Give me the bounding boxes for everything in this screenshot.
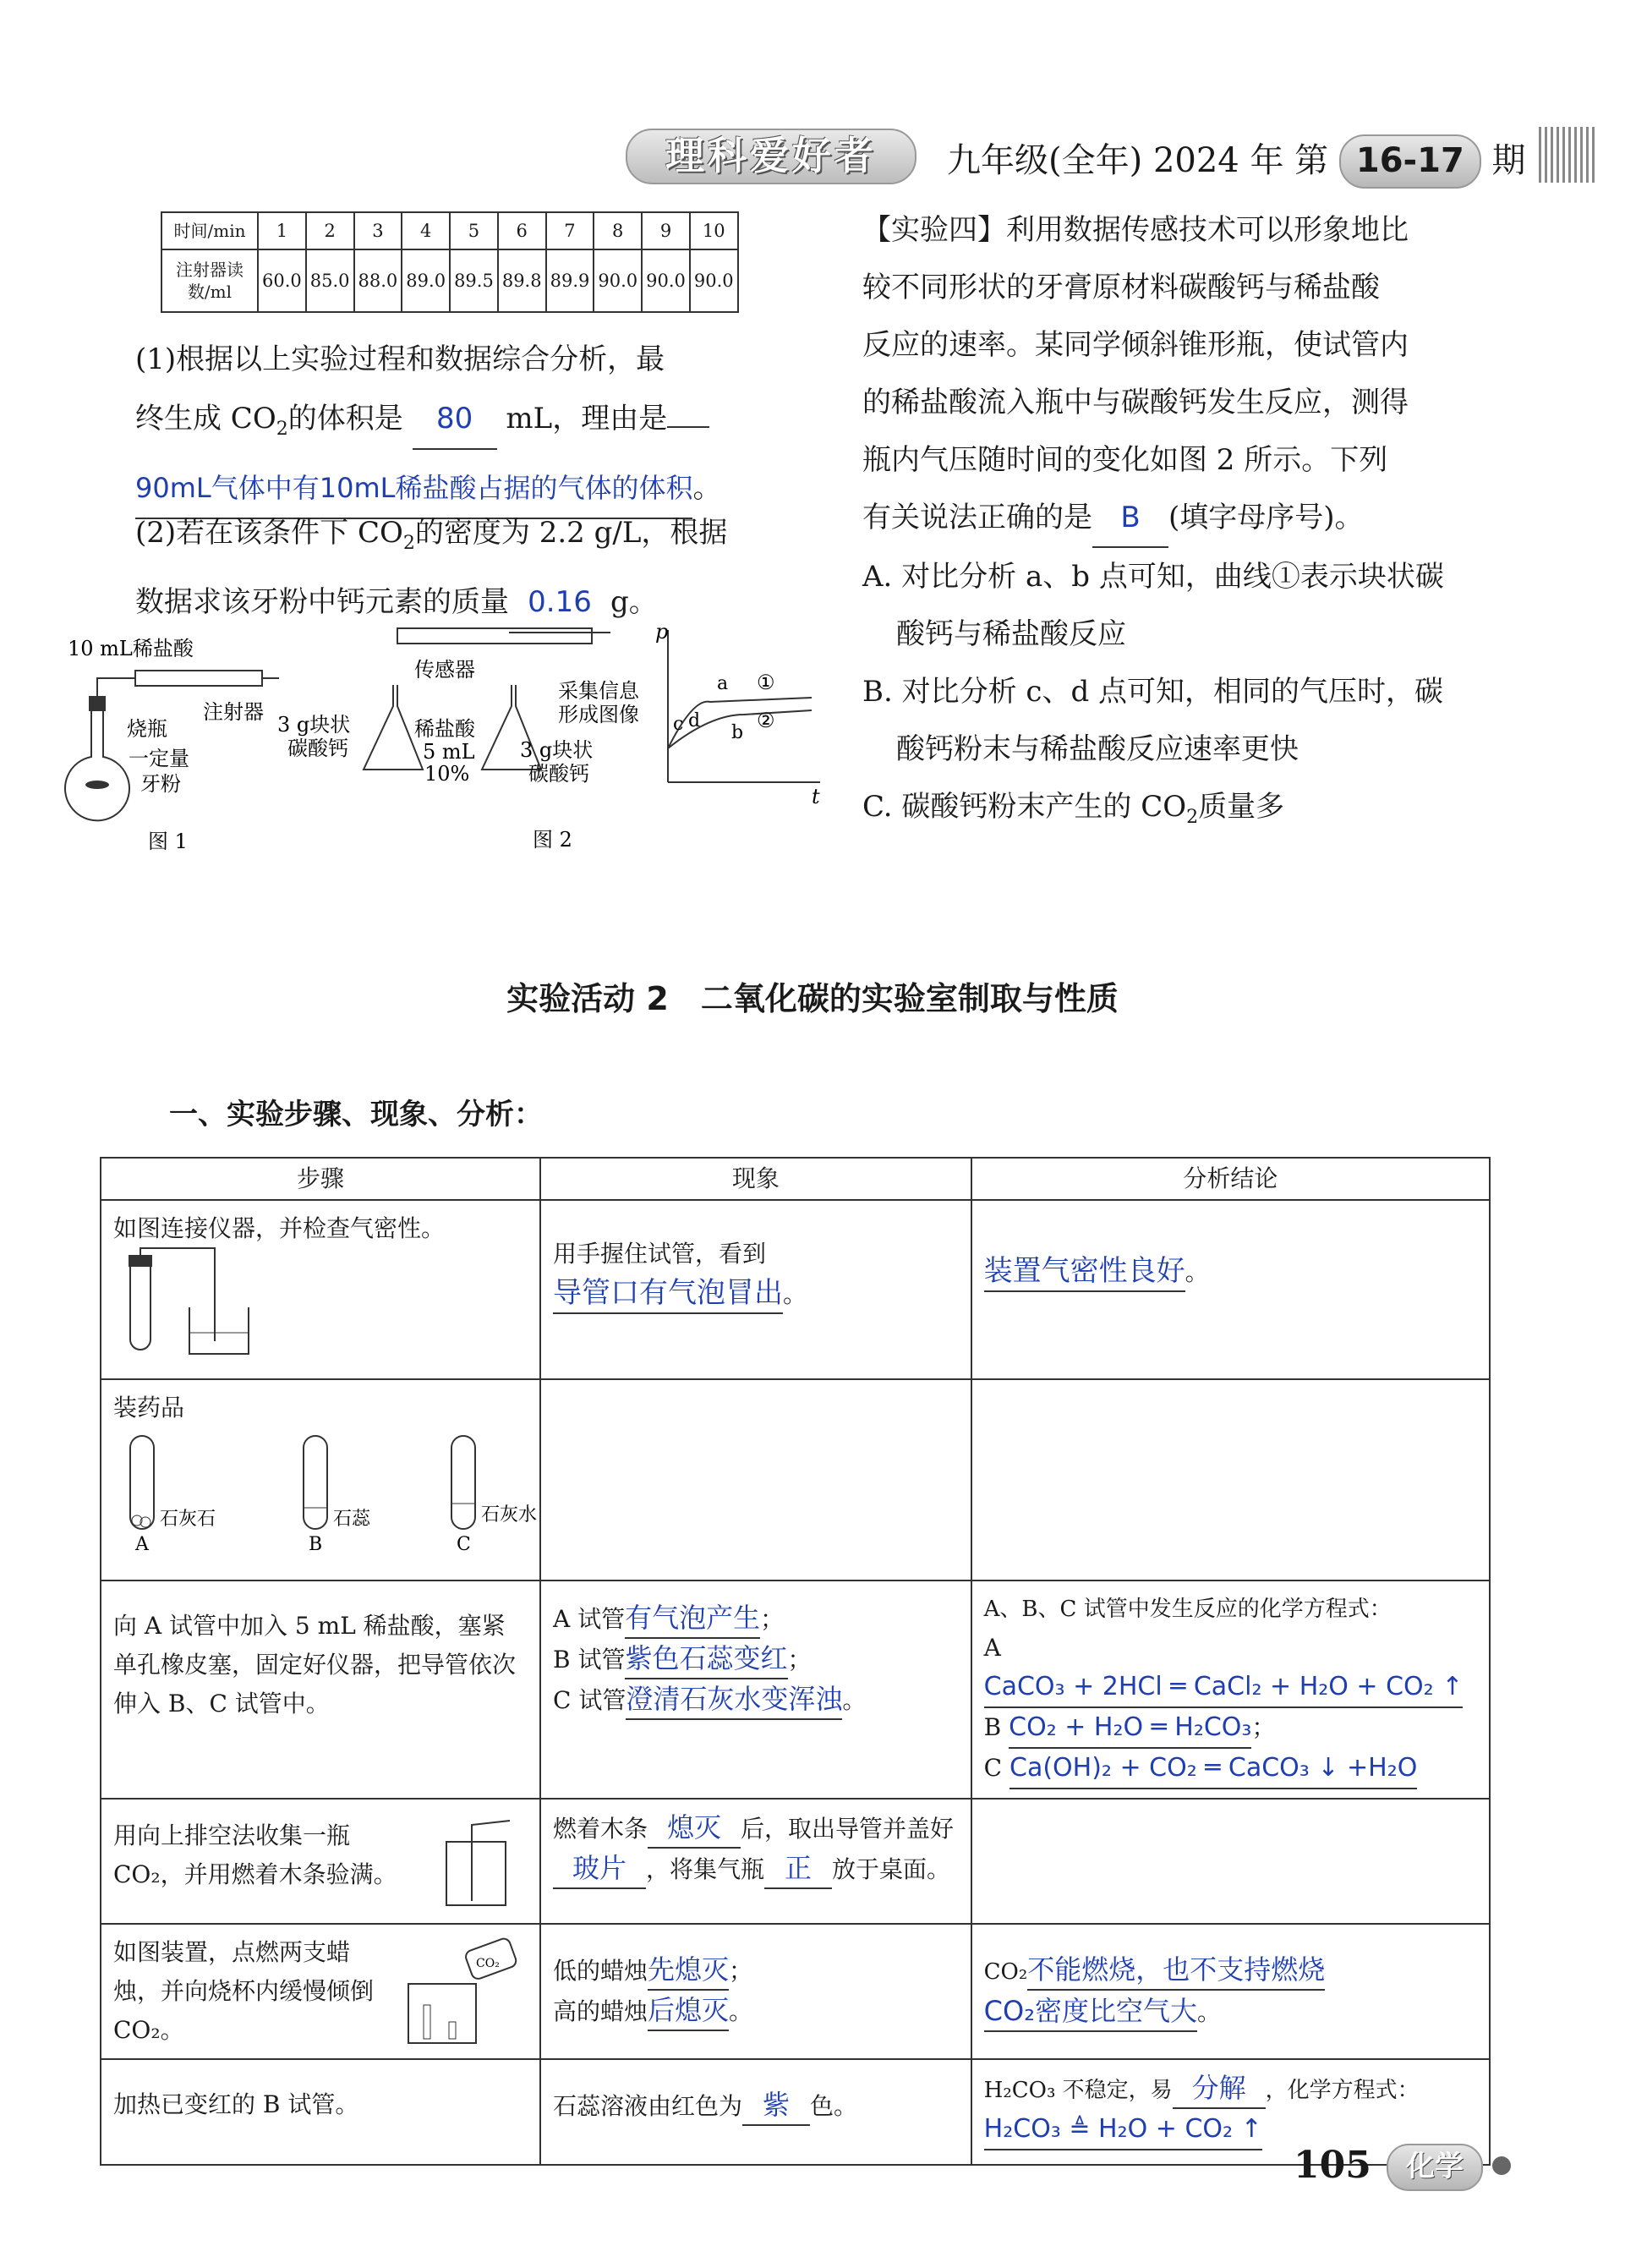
time-cell: 1: [258, 212, 306, 249]
option-a-cont: 酸钙与稀盐酸反应: [896, 617, 1126, 651]
conclusion-cell: [971, 1924, 1490, 2059]
time-row: [161, 212, 738, 249]
time-cell: 2: [306, 212, 354, 249]
answer-bubbles: 导管口有气泡冒出: [553, 1274, 783, 1314]
reading-cell: 90.0: [690, 249, 738, 312]
table-row: [101, 1924, 1490, 2059]
q2-text: (2)若在该条件下 CO: [135, 516, 403, 550]
ph-label: B 试管: [553, 1646, 626, 1674]
conc-text: H₂CO₃ 不稳定，易: [983, 2078, 1173, 2103]
answer-c: 澄清石灰水变浑浊: [626, 1679, 842, 1720]
conclusion-cell: [971, 1799, 1490, 1924]
reading-cell: 89.8: [498, 249, 546, 312]
conc-2: CO₂密度比空气大。: [984, 1991, 1477, 2032]
header-stripes: [1539, 127, 1598, 183]
answer-extinguish: 熄灭: [648, 1808, 741, 1849]
option-a: A. 对比分析 a、b 点可知，曲线①表示块状碳: [862, 560, 1444, 594]
fig2-left-solid: 3 g块状: [277, 713, 351, 737]
ph-end: 。: [783, 1280, 807, 1308]
conc-end: 。: [1185, 1258, 1209, 1286]
reading-cell: 89.9: [546, 249, 594, 312]
powder-shape: [85, 781, 109, 789]
conc-pre: CO₂: [983, 1959, 1028, 1985]
equation-a: CaCO₃ + 2HCl ═ CaCl₂ + H₂O + CO₂ ↑: [984, 1668, 1464, 1708]
exp4-line: 的稀盐酸流入瓶中与碳酸钙发生反应，测得: [862, 386, 1409, 419]
qi-label: 期: [1491, 141, 1526, 180]
blank-line: [667, 426, 709, 428]
answer-airtight: 装置气密性良好: [984, 1252, 1185, 1292]
step-text: 装药品: [113, 1394, 185, 1422]
conclusion-cell: [971, 1200, 1490, 1379]
ph-a: A 试管有气泡产生；: [553, 1598, 959, 1639]
q1-end: 。: [692, 470, 722, 505]
ph-label: C 试管: [553, 1686, 626, 1714]
experiment-4: [862, 201, 1505, 846]
answer-high: 后熄灭: [648, 1991, 729, 2031]
time-cell: 6: [498, 212, 546, 249]
exp4-line: 反应的速率。某同学倾斜锥形瓶，使试管内: [862, 328, 1409, 362]
conc-title: A、B、C 试管中发生反应的化学方程式：: [983, 1597, 1392, 1622]
point-c: c: [673, 714, 684, 735]
fig2-acid-vol: 5 mL: [423, 740, 475, 764]
time-cell: 9: [642, 212, 690, 249]
exp4-question: [862, 489, 1505, 548]
table-row: [101, 1799, 1490, 1924]
eq-row: [984, 1749, 1477, 1789]
fig2-left-solid2: 碳酸钙: [287, 737, 348, 760]
option-b: B. 对比分析 c、d 点可知，相同的气压时，碳: [862, 675, 1444, 709]
step-cell: [101, 1799, 540, 1924]
answer-low: 先熄灭: [648, 1950, 729, 1991]
time-cell: 10: [690, 212, 738, 249]
time-label: 时间/min: [161, 212, 258, 249]
figure-1-diagram: [59, 630, 287, 858]
step-text: 如图连接仪器，并检查气密性。: [113, 1214, 446, 1242]
issue-info: [947, 134, 1526, 189]
time-cell: 5: [450, 212, 498, 249]
option-c-text: C. 碳酸钙粉末产生的 CO: [862, 790, 1187, 824]
table-header: [101, 1158, 1490, 1200]
option-c-text: 质量多: [1198, 790, 1285, 824]
eq-letter: B: [983, 1713, 1002, 1741]
q1-line1: (1)根据以上实验过程和数据综合分析，最: [135, 342, 665, 376]
step-text: 向 A 试管中加入 5 mL 稀盐酸，塞紧单孔橡皮塞，固定好仪器，把导管依次伸入 B、C 试管中。: [113, 1612, 517, 1717]
candle-beaker-icon: [400, 1937, 527, 2047]
conc-decompose: [984, 2068, 1477, 2110]
fig2-right-solid2: 碳酸钙: [528, 762, 589, 786]
answer-a: 有气泡产生: [625, 1598, 760, 1639]
fig2-acid: 稀盐酸: [414, 717, 475, 741]
col-phenomenon: 现象: [540, 1158, 971, 1200]
eq-row: [984, 1629, 1477, 1708]
ph-text: 用手握住试管，看到: [553, 1240, 767, 1268]
syringe-data-table: [161, 211, 739, 313]
ph-text: ，将集气瓶: [646, 1855, 765, 1883]
co2-label: CO₂: [476, 1957, 500, 1970]
conc-text: ，化学方程式：: [1265, 2078, 1420, 2103]
airtight-apparatus: [113, 1248, 265, 1358]
ph-text: 燃着木条: [553, 1815, 648, 1843]
q1-text: mL，理由是: [506, 402, 668, 436]
fig2-right-solid: 3 g块状: [520, 738, 594, 762]
issue-number: 16-17: [1339, 134, 1481, 189]
answer-glass: 玻片: [553, 1849, 646, 1889]
fig1-syringe-label: 10 mL稀盐酸: [68, 637, 194, 660]
reading-cell: 89.0: [402, 249, 450, 312]
answer-volume: 80: [413, 389, 497, 450]
fig2-p-label: p: [655, 620, 669, 644]
fig1-powder-label: 牙粉: [140, 772, 181, 796]
tube-a-letter: A: [135, 1534, 149, 1555]
reading-cell: 90.0: [594, 249, 642, 312]
subject-badge: 化学: [1387, 2144, 1483, 2191]
ph-b: B 试管紫色石蕊变红；: [553, 1639, 959, 1679]
tube-b-label: 石蕊: [333, 1509, 371, 1530]
option-c: C. 碳酸钙粉末产生的 $CO_2$质量多: [862, 790, 1285, 828]
reading-label: 注射器读数/ml: [161, 249, 258, 312]
reading-cell: 60.0: [258, 249, 306, 312]
fig2-acid-pct: 10%: [424, 762, 470, 786]
step-text: 加热已变红的 B 试管。: [113, 2090, 359, 2118]
time-cell: 4: [402, 212, 450, 249]
conclusion-cell: [971, 1580, 1490, 1799]
conclusion-cell: [971, 1379, 1490, 1580]
q2-text: 数据求该牙粉中钙元素的质量: [135, 584, 509, 619]
fig1-amount-label: 一定量: [129, 747, 189, 770]
magazine-logo: 理科爱好者: [626, 129, 916, 184]
di-label: 第: [1294, 141, 1329, 180]
reading-cell: 85.0: [306, 249, 354, 312]
activity-title: 实验活动 2 二氧化碳的实验室制取与性质: [506, 980, 1119, 1017]
table-row: [101, 2059, 1490, 2165]
answer-upright: 正: [764, 1849, 832, 1889]
option-b-cont: 酸钙粉末与稀盐酸反应速率更快: [896, 732, 1299, 766]
ph-label: 低的蜡烛: [553, 1957, 648, 1985]
point-b: b: [731, 722, 744, 743]
phenomenon-cell: [540, 1924, 971, 2059]
q2-line1: (2)若在该条件下 $CO_2$的密度为 2.2 g/L，根据: [135, 516, 728, 554]
question-1: [135, 330, 778, 519]
step-cell: [101, 1200, 540, 1379]
answer-reason: 90mL气体中有10mL稀盐酸占据的气体的体积: [135, 458, 692, 519]
step-text: 如图装置，点燃两支蜡烛，并向烧杯内缓慢倾倒 CO₂。: [113, 1938, 375, 2044]
page-header: [626, 118, 1598, 199]
ph-label: 高的蜡烛: [553, 1997, 648, 2025]
fig2-collect1: 采集信息: [558, 679, 639, 703]
reading-cell: 88.0: [354, 249, 402, 312]
stopper: [89, 696, 106, 711]
col-step: 步骤: [101, 1158, 540, 1200]
reading-cell: 89.5: [450, 249, 498, 312]
answer-decompose: 分解: [1173, 2068, 1266, 2109]
q1-text: 终生成 CO: [135, 402, 276, 436]
curve-1-label: ①: [757, 671, 775, 694]
footer-dot: [1492, 2156, 1511, 2175]
answer-b: 紫色石蕊变红: [625, 1639, 787, 1679]
phenomenon-cell: [540, 2059, 971, 2165]
flask-shape: [65, 711, 129, 820]
experiment-table: [100, 1157, 1491, 2166]
syringe-shape: [135, 671, 262, 686]
year: 2024 年: [1152, 141, 1284, 180]
fig2-t-label: t: [812, 785, 820, 808]
col-conclusion: 分析结论: [971, 1158, 1490, 1200]
fig2-collect2: 形成图像: [558, 703, 639, 726]
table-row: [101, 1379, 1490, 1580]
section-heading: 一、实验步骤、现象、分析：: [169, 1098, 543, 1131]
exp4-line: 【实验四】利用数据传感技术可以形象地比: [862, 213, 1409, 247]
exp4-text: 有关说法正确的是: [862, 501, 1092, 534]
ph-c: C 试管澄清石灰水变浑浊。: [553, 1679, 959, 1720]
answer-choice: B: [1092, 489, 1168, 548]
ph-text: 后，取出导管并盖好: [741, 1815, 955, 1843]
eq-letter: A: [983, 1634, 1001, 1662]
answer-not-burn: 不能燃烧，也不支持燃烧: [1027, 1950, 1325, 1991]
eq-letter: C: [983, 1754, 1003, 1782]
ph-text: 色。: [810, 2092, 858, 2120]
point-a: a: [717, 673, 729, 694]
reading-row: [161, 249, 738, 312]
ph-text: 放于桌面。: [832, 1855, 951, 1883]
grade: 九年级(全年): [947, 141, 1143, 180]
step-text: 用向上排空法收集一瓶 CO₂，并用燃着木条验满。: [113, 1822, 397, 1888]
test-tubes-abc: [113, 1427, 538, 1555]
table-row: [101, 1580, 1490, 1799]
equation-c: Ca(OH)₂ + CO₂ ═ CaCO₃ ↓ +H₂O: [1009, 1749, 1417, 1789]
fig2-sensor-label: 传感器: [414, 658, 475, 682]
answer-mass: 0.16: [509, 572, 610, 633]
q2-text: 的密度为 2.2 g/L，根据: [414, 516, 728, 550]
q1-line2: 终生成 $CO_2$的体积是 80 mL，理由是: [135, 389, 778, 458]
reading-cell: 90.0: [642, 249, 690, 312]
fig1-injector-label: 注射器: [203, 700, 264, 724]
step-cell: [101, 1580, 540, 1799]
tube-c-label: 石灰水: [481, 1504, 538, 1526]
curve-2-label: ②: [757, 709, 775, 732]
answer-density: CO₂密度比空气大: [984, 1991, 1197, 2032]
fig1-flask-label: 烧瓶: [127, 717, 167, 741]
phenomenon-cell: [540, 1200, 971, 1379]
tube-b-letter: B: [309, 1534, 323, 1555]
time-cell: 7: [546, 212, 594, 249]
step-cell: [101, 1379, 540, 1580]
q1-text: 的体积是: [287, 402, 403, 436]
exp4-line: 瓶内气压随时间的变化如图 2 所示。下列: [862, 443, 1388, 477]
ph-text: 石蕊溶液由红色为: [553, 2092, 743, 2120]
fig2-caption: 图 2: [533, 828, 572, 852]
tube-line: [97, 678, 135, 698]
point-d: d: [688, 710, 701, 731]
tube-c-letter: C: [457, 1534, 471, 1555]
gas-jar-icon: [430, 1816, 523, 1909]
fig1-caption: 图 1: [148, 830, 188, 853]
ph-label: A 试管: [553, 1605, 626, 1633]
wire-box: [397, 628, 592, 644]
answer-purple: 紫: [742, 2085, 810, 2126]
phenomenon-cell: [540, 1379, 971, 1580]
table-row: [101, 1200, 1490, 1379]
low-candle: 低的蜡烛先熄灭；: [553, 1950, 959, 1991]
conc-1: [984, 1950, 1477, 1991]
eq-row: B CO₂ + H₂O ═ H₂CO₃；: [984, 1708, 1477, 1749]
exp4-line: 较不同形状的牙膏原材料碳酸钙与稀盐酸: [862, 271, 1380, 304]
question-2: [135, 503, 795, 633]
phenomenon-cell: [540, 1580, 971, 1799]
step-cell: [101, 2059, 540, 2165]
high-candle: 高的蜡烛后熄灭。: [553, 1991, 959, 2031]
equation-decompose: H₂CO₃ ≜ H₂O + CO₂ ↑: [984, 2110, 1262, 2150]
figure-2-diagram: [271, 622, 845, 858]
phenomenon-cell: [540, 1799, 971, 1924]
time-cell: 8: [594, 212, 642, 249]
page-number: 105: [1294, 2144, 1371, 2187]
time-cell: 3: [354, 212, 402, 249]
equation-b: CO₂ + H₂O ═ H₂CO₃: [1009, 1708, 1251, 1749]
exp4-text: (填字母序号)。: [1168, 501, 1364, 534]
q2-text: g。: [610, 584, 658, 619]
tube-a-label: 石灰石: [160, 1509, 216, 1530]
step-cell: [101, 1924, 540, 2059]
